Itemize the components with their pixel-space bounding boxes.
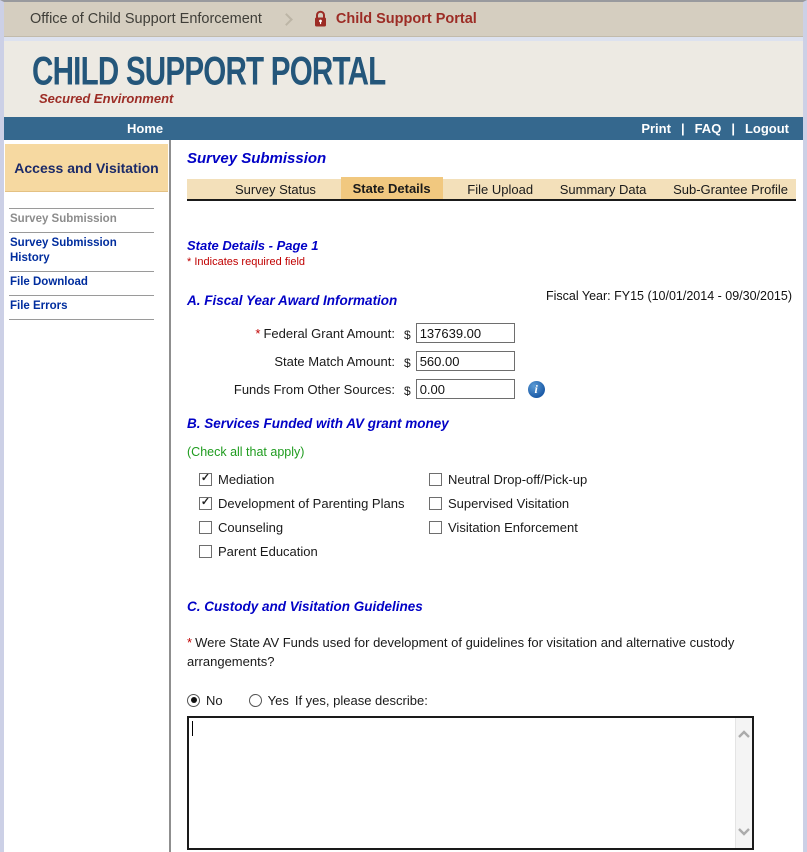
describe-prompt-label: If yes, please describe: (294, 692, 428, 708)
text-cursor (192, 721, 193, 736)
visitation-enforcement-label: Visitation Enforcement (448, 519, 578, 535)
page-heading: Survey Submission (187, 150, 327, 167)
tab-state-details[interactable]: State Details (341, 177, 443, 199)
fiscal-year-label: Fiscal Year: FY15 (10/01/2014 - 09/30/2015) (546, 289, 792, 303)
neutral-dropoff-checkbox[interactable] (429, 473, 442, 486)
supervised-visitation-label: Supervised Visitation (448, 495, 570, 511)
required-field-note: * Indicates required field (187, 256, 306, 268)
dollar-sign: $ (404, 327, 411, 342)
content (4, 140, 803, 852)
describe-textarea[interactable] (187, 716, 754, 850)
sidebar-header: Access and Visitation (5, 144, 168, 192)
top-nav (4, 117, 803, 140)
page-title: State Details - Page 1 (187, 238, 319, 253)
checkbox-row-neutral-dropoff (429, 467, 587, 491)
masthead (4, 41, 803, 117)
services-checkbox-group (199, 467, 796, 563)
secured-environment-label: Secured Environment (39, 91, 174, 106)
parent-education-label: Parent Education (218, 543, 318, 559)
required-marker: * (187, 635, 193, 650)
mediation-checkbox[interactable] (199, 473, 212, 486)
section-a-title: A. Fiscal Year Award Information (187, 293, 398, 308)
checkbox-row-visitation-enforcement (429, 515, 587, 539)
federal-grant-amount-input[interactable] (416, 323, 515, 343)
sidebar (4, 140, 171, 852)
breadcrumb-portal[interactable]: Child Support Portal (335, 11, 477, 27)
site-logo: CHILD SUPPORT PORTAL (32, 48, 386, 94)
visitation-enforcement-checkbox[interactable] (429, 521, 442, 534)
tab-survey-status[interactable]: Survey Status (235, 181, 316, 197)
nav-home-link[interactable]: Home (127, 121, 164, 136)
lock-icon (313, 10, 328, 28)
field-row-federal-grant (187, 323, 796, 343)
breadcrumb-agency[interactable]: Office of Child Support Enforcement (30, 11, 262, 27)
award-fields (187, 323, 796, 399)
nav-separator: | (731, 121, 735, 136)
guidelines-question: * Were State AV Funds used for development of guidelines for visitation and alternative custody arrangements? (187, 635, 735, 669)
tab-summary-data[interactable]: Summary Data (559, 181, 647, 197)
other-sources-label: Funds From Other Sources: (233, 381, 395, 397)
sidebar-item-survey-submission-history[interactable]: Survey Submission History (9, 232, 154, 271)
scroll-up-icon[interactable] (737, 730, 751, 739)
yes-radio-label: Yes (267, 692, 289, 708)
no-radio-label: No (206, 692, 223, 708)
main-panel (171, 140, 803, 852)
tab-file-upload[interactable]: File Upload (467, 181, 534, 197)
textarea-scrollbar[interactable] (735, 718, 752, 848)
dollar-sign: $ (404, 355, 411, 370)
nav-faq-link[interactable]: FAQ (694, 121, 722, 136)
info-icon[interactable]: i (528, 381, 545, 398)
section-c-title: C. Custody and Visitation Guidelines (187, 599, 423, 614)
breadcrumb (4, 2, 803, 37)
checkbox-row-mediation (199, 467, 429, 491)
required-marker: * (255, 325, 261, 341)
dollar-sign: $ (404, 383, 411, 398)
field-row-state-match (187, 351, 796, 371)
guidelines-radio-group (187, 693, 796, 708)
scroll-down-icon[interactable] (737, 827, 751, 836)
field-row-other-sources (187, 379, 796, 399)
yes-radio[interactable] (249, 694, 262, 707)
supervised-visitation-checkbox[interactable] (429, 497, 442, 510)
checkbox-row-parenting-plans (199, 491, 429, 515)
check-all-hint: (Check all that apply) (187, 445, 305, 459)
checkbox-row-counseling (199, 515, 429, 539)
other-sources-amount-input[interactable] (416, 379, 515, 399)
checkbox-row-supervised-visitation (429, 491, 587, 515)
state-match-amount-input[interactable] (416, 351, 515, 371)
parenting-plans-label: Development of Parenting Plans (218, 495, 405, 511)
neutral-dropoff-label: Neutral Drop-off/Pick-up (448, 471, 588, 487)
nav-separator: | (680, 121, 685, 136)
nav-print-link[interactable]: Print (641, 121, 671, 136)
federal-grant-label: * Federal Grant Amount: (255, 325, 395, 341)
section-b-title: B. Services Funded with AV grant money (187, 416, 449, 431)
counseling-label: Counseling (218, 519, 284, 535)
parenting-plans-checkbox[interactable] (199, 497, 212, 510)
tab-sub-grantee-profile[interactable]: Sub-Grantee Profile (673, 181, 788, 197)
nav-logout-link[interactable]: Logout (744, 121, 789, 136)
chevron-right-icon (280, 13, 293, 26)
tab-bar (187, 179, 796, 201)
mediation-label: Mediation (218, 471, 275, 487)
sidebar-item-file-errors[interactable]: File Errors (9, 295, 154, 320)
state-match-label: State Match Amount: (274, 353, 395, 369)
checkbox-row-parent-education (199, 539, 429, 563)
parent-education-checkbox[interactable] (199, 545, 212, 558)
sidebar-item-file-download[interactable]: File Download (9, 271, 154, 295)
sidebar-item-survey-submission[interactable]: Survey Submission (9, 208, 154, 232)
counseling-checkbox[interactable] (199, 521, 212, 534)
no-radio[interactable] (187, 694, 200, 707)
sidebar-menu (9, 208, 154, 320)
